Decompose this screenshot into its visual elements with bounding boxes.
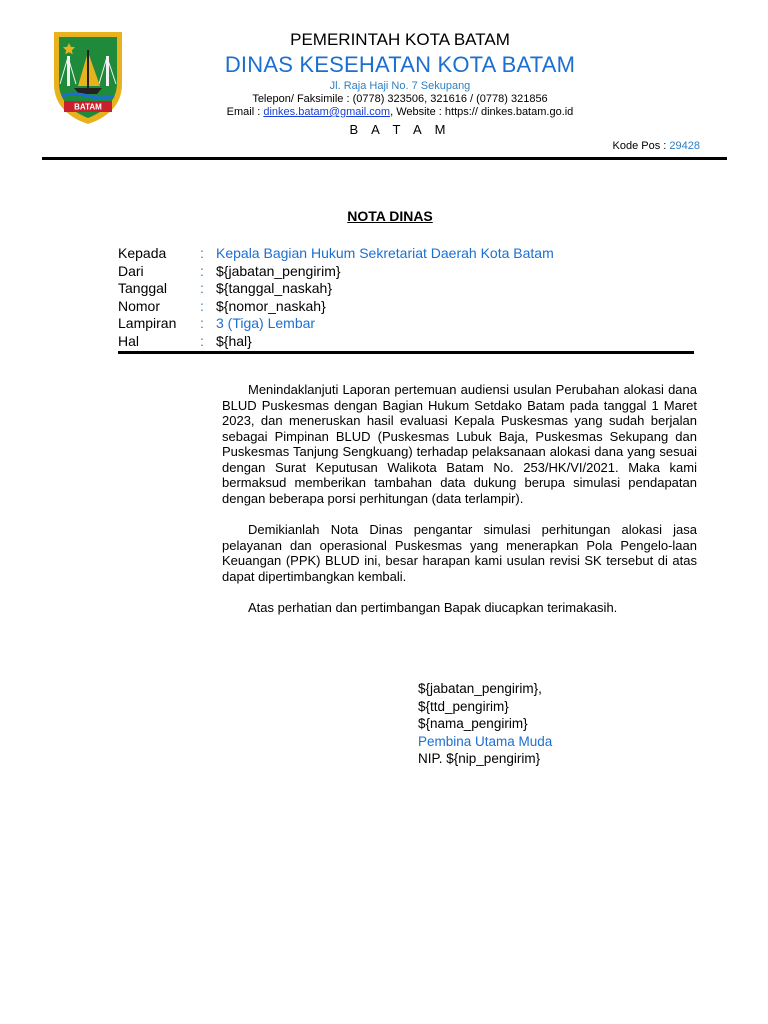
address-line: Jl. Raja Haji No. 7 Sekupang bbox=[329, 80, 471, 92]
memo-body bbox=[222, 382, 697, 616]
city-name: B A T A M bbox=[349, 122, 451, 137]
field-value: Kepala Bagian Hukum Sekretariat Daerah Kota Batam bbox=[216, 245, 554, 261]
field-value: ${tanggal_naskah} bbox=[216, 280, 332, 296]
city-emblem-logo bbox=[50, 26, 126, 126]
signature-block bbox=[418, 680, 552, 768]
signer-name: ${nama_pengirim} bbox=[418, 716, 528, 731]
field-colon: : bbox=[200, 245, 204, 261]
field-colon: : bbox=[200, 297, 204, 314]
field-colon: : bbox=[200, 315, 204, 331]
field-label: Lampiran bbox=[118, 315, 177, 331]
field-value: ${nomor_naskah} bbox=[216, 297, 326, 314]
signer-rank: Pembina Utama Muda bbox=[418, 733, 553, 749]
field-colon: : bbox=[200, 280, 204, 296]
emblem-banner-text: BATAM bbox=[74, 102, 102, 112]
field-label: Hal bbox=[118, 332, 140, 349]
field-colon: : bbox=[200, 332, 204, 349]
body-paragraph: Demikianlah Nota Dinas pengantar simulasi perhitungan alokasi jasa pelayanan dan operasional Puskesmas yang menerapkan Pola Pengelo-laan Keuangan (PPK) BLUD ini, besar harapan kami usulan revisi SK tersebut di atas dapat dipertimbangkan kembali. bbox=[222, 522, 697, 584]
field-label: Kepada bbox=[118, 245, 167, 261]
body-paragraph: Menindaklanjuti Laporan pertemuan audiensi usulan Perubahan alokasi dana BLUD Puskesmas dengan Bagian Hukum Setdako Batam pada tanggal 1 Maret 2023, dan meneruskan hasil evaluasi Kepala Puskesmas yang sudah berjalan sebagai Pimpinan BLUD (Puskesmas Lubuk Baja, Puskesmas Sekupang dan Puskesmas Tanjung Sengkuang) terhadap pelaksanaan alokasi dana yang sesuai dengan Surat Keputusan Walikota Batam No. 253/HK/VI/2021. Maka kami bermaksud memberikan tambahan data dukung berupa simulasi pendapatan dengan beberapa porsi perhitungan (data terlampir). bbox=[222, 382, 697, 506]
department-name: DINAS KESEHATAN KOTA BATAM bbox=[224, 52, 576, 77]
field-value: 3 (Tiga) Lembar bbox=[216, 315, 316, 331]
field-value: ${jabatan_pengirim} bbox=[216, 262, 341, 279]
email-link[interactable]: dinkes.batam@gmail.com bbox=[263, 106, 391, 118]
postal-code-line bbox=[613, 140, 700, 152]
signer-signature: ${ttd_pengirim} bbox=[418, 698, 509, 714]
field-label: Nomor bbox=[118, 297, 161, 314]
letterhead-divider bbox=[42, 157, 727, 160]
email-prefix: Email : bbox=[226, 106, 264, 118]
signer-nip: NIP. ${nip_pengirim} bbox=[418, 751, 541, 766]
fields-divider bbox=[118, 351, 694, 354]
field-value: ${hal} bbox=[216, 332, 252, 349]
field-colon: : bbox=[200, 262, 204, 279]
body-paragraph: Atas perhatian dan pertimbangan Bapak diucapkan terimakasih. bbox=[248, 600, 618, 615]
field-label: Dari bbox=[118, 262, 144, 279]
postal-label: Kode Pos : bbox=[612, 140, 670, 152]
field-label: Tanggal bbox=[118, 280, 168, 296]
signer-position: ${jabatan_pengirim}, bbox=[418, 681, 542, 696]
memo-title: NOTA DINAS bbox=[347, 208, 433, 224]
website-text: , Website : https:// dinkes.batam.go.id bbox=[390, 106, 574, 118]
phone-line: Telepon/ Faksimile : (0778) 323506, 321616 / (0778) 321856 bbox=[252, 93, 548, 105]
postal-code-value: 29428 bbox=[669, 140, 700, 152]
government-name: PEMERINTAH KOTA BATAM bbox=[290, 30, 510, 49]
contact-line bbox=[130, 106, 670, 118]
